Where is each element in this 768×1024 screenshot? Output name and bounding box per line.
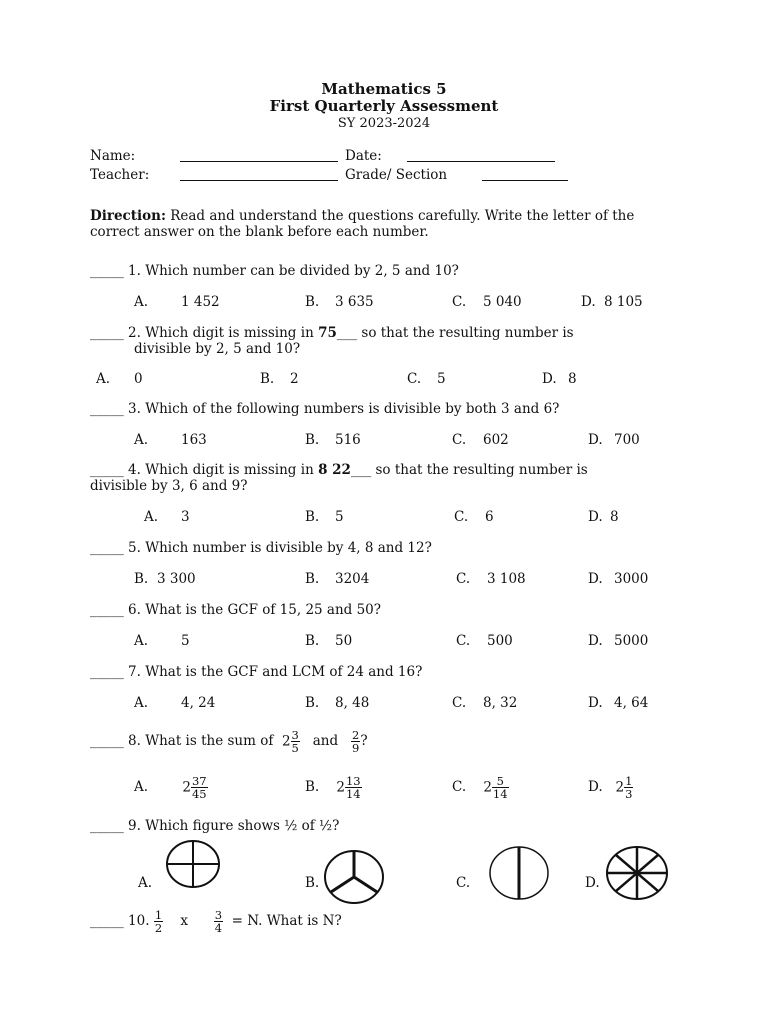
answer-blank[interactable]: _____ (90, 602, 124, 618)
answer-blank[interactable]: _____ (90, 733, 124, 749)
choice-value: 4, 24 (181, 695, 216, 711)
choice-label: D. (588, 432, 603, 448)
choice-label: A. (138, 875, 153, 891)
choice-value: 5 (437, 371, 446, 387)
test-title: Mathematics 5 (321, 80, 447, 98)
choice-value: 3 108 (487, 571, 526, 587)
choice-value: 5000 (614, 633, 649, 649)
choice-label: D. (588, 509, 603, 525)
choice-label: D. (588, 633, 603, 649)
choice-label: C. (452, 779, 467, 795)
choice-value: 0 (134, 371, 143, 387)
choice-label: D. (588, 695, 603, 711)
choice-label: B. (134, 571, 149, 587)
choice-value: 3 635 (335, 294, 374, 310)
choice-value: 700 (614, 432, 640, 448)
choice-value: 3204 (335, 571, 370, 587)
circle-quarters-figure (166, 840, 222, 890)
answer-blank[interactable]: _____ (90, 540, 124, 556)
grade-section-blank[interactable] (482, 167, 568, 181)
direction-line-2: correct answer on the blank before each number. (90, 224, 429, 240)
choice-value: 6 (485, 509, 494, 525)
choice-value: 5 040 (483, 294, 522, 310)
question-10: _____ 10. $\frac{1}{2}$ x $\frac{3}{4}$ = N. What is N? (90, 908, 342, 935)
choice-label: B. (305, 294, 320, 310)
choice-value: 8, 48 (335, 695, 370, 711)
choice-value: 3 300 (157, 571, 196, 587)
answer-blank[interactable]: _____ (90, 462, 124, 478)
choice-value: 8 (568, 371, 577, 387)
choice-value: 5 (335, 509, 344, 525)
choice-label: A. (134, 779, 149, 795)
choice-label: B. (305, 695, 320, 711)
question-4-line-2: divisible by 3, 6 and 9? (90, 478, 248, 494)
fraction: $\frac{13}{14}$ (345, 774, 361, 801)
choice-label: D. (542, 371, 557, 387)
question-8: _____ 8. What is the sum of 2 $\frac{3}{5}$ and $\frac{2}{9}$ ? (90, 728, 368, 755)
choice-value: 5 (181, 633, 190, 649)
choice-value: 500 (487, 633, 513, 649)
choice-label: B. (305, 509, 320, 525)
name-label: Name: (90, 148, 136, 164)
question-9: _____ 9. Which figure shows ½ of ½? (90, 818, 340, 834)
choice-label: B. (305, 571, 320, 587)
answer-blank[interactable]: _____ (90, 664, 124, 680)
choice-value: 3 (181, 509, 190, 525)
answer-blank[interactable]: _____ (90, 263, 124, 279)
choice-option: C. 2 $\frac{5}{14}$ (452, 774, 508, 801)
choice-label: A. (144, 509, 159, 525)
circle-thirds-figure (324, 850, 384, 906)
choice-label: C. (454, 509, 469, 525)
choice-label: A. (134, 695, 149, 711)
choice-label: C. (407, 371, 422, 387)
choice-label: A. (96, 371, 111, 387)
choice-value: 50 (335, 633, 353, 649)
school-year: SY 2023-2024 (337, 116, 431, 131)
question-1: _____ 1. Which number can be divided by 2, 5 and 10? (90, 263, 459, 279)
question-2-line-2: divisible by 2, 5 and 10? (134, 341, 301, 357)
direction-line-1: Direction: Read and understand the questions carefully. Write the letter of the (90, 208, 635, 224)
choice-label: D. (588, 571, 603, 587)
choice-value: 1 452 (181, 294, 220, 310)
choice-label: C. (456, 633, 471, 649)
choice-option: D. 2 $\frac{1}{3}$ (588, 774, 633, 801)
answer-blank[interactable]: _____ (90, 913, 124, 929)
choice-label: D. (588, 779, 603, 795)
choice-label: A. (134, 633, 149, 649)
teacher-blank[interactable] (180, 167, 338, 181)
fraction-whole: 2 (281, 733, 291, 750)
grade-section-label: Grade/ Section (345, 167, 448, 183)
question-5: _____ 5. Which number is divisible by 4, 8 and 12? (90, 540, 432, 556)
choice-value: 602 (483, 432, 509, 448)
choice-value: 8, 32 (483, 695, 518, 711)
choice-label: C. (452, 294, 467, 310)
choice-label: C. (456, 571, 471, 587)
question-4: _____ 4. Which digit is missing in 8 22___ so that the resulting number is (90, 462, 588, 478)
choice-option: B. 2 $\frac{13}{14}$ (305, 774, 361, 801)
choice-label: B. (305, 432, 320, 448)
choice-label: C. (456, 875, 471, 891)
choice-label: A. (134, 294, 149, 310)
choice-value: 163 (181, 432, 207, 448)
choice-label: B. (260, 371, 275, 387)
question-7: _____ 7. What is the GCF and LCM of 24 and 16? (90, 664, 423, 680)
fraction: $\frac{1}{3}$ (625, 774, 633, 801)
choice-value: 3000 (614, 571, 649, 587)
teacher-label: Teacher: (90, 167, 150, 183)
question-6: _____ 6. What is the GCF of 15, 25 and 50? (90, 602, 382, 618)
choice-label: C. (452, 695, 467, 711)
choice-label: A. (134, 432, 149, 448)
choice-value: 516 (335, 432, 361, 448)
test-subtitle: First Quarterly Assessment (269, 97, 499, 115)
fraction: $\frac{5}{14}$ (492, 774, 508, 801)
answer-blank[interactable]: _____ (90, 401, 124, 417)
fraction: $\frac{3}{4}$ (214, 908, 223, 935)
fraction: $\frac{2}{9}$ (352, 728, 360, 755)
choice-label: B. (305, 875, 320, 891)
direction-label: Direction: (90, 208, 166, 224)
choice-value: 8 (610, 509, 619, 525)
choice-label: D. (581, 294, 596, 310)
question-3: _____ 3. Which of the following numbers is divisible by both 3 and 6? (90, 401, 560, 417)
choice-option: A. 2 $\frac{37}{45}$ (134, 774, 207, 801)
fraction: $\frac{3}{5}$ (291, 728, 299, 755)
choice-label: D. (585, 875, 600, 891)
choice-value: 8 105 (604, 294, 643, 310)
fraction: $\frac{37}{45}$ (191, 774, 207, 801)
date-blank[interactable] (407, 148, 555, 162)
choice-label: B. (305, 633, 320, 649)
fraction: $\frac{1}{2}$ (154, 908, 163, 935)
choice-label: C. (452, 432, 467, 448)
choice-label: B. (305, 779, 320, 795)
circle-halves-figure (489, 846, 551, 902)
name-blank[interactable] (180, 148, 338, 162)
answer-blank[interactable]: _____ (90, 818, 124, 834)
question-2: _____ 2. Which digit is missing in 75___ so that the resulting number is (90, 325, 574, 341)
answer-blank[interactable]: _____ (90, 325, 124, 341)
choice-value: 2 (290, 371, 299, 387)
date-label: Date: (345, 148, 382, 164)
circle-eighths-figure (606, 845, 668, 901)
choice-value: 4, 64 (614, 695, 649, 711)
